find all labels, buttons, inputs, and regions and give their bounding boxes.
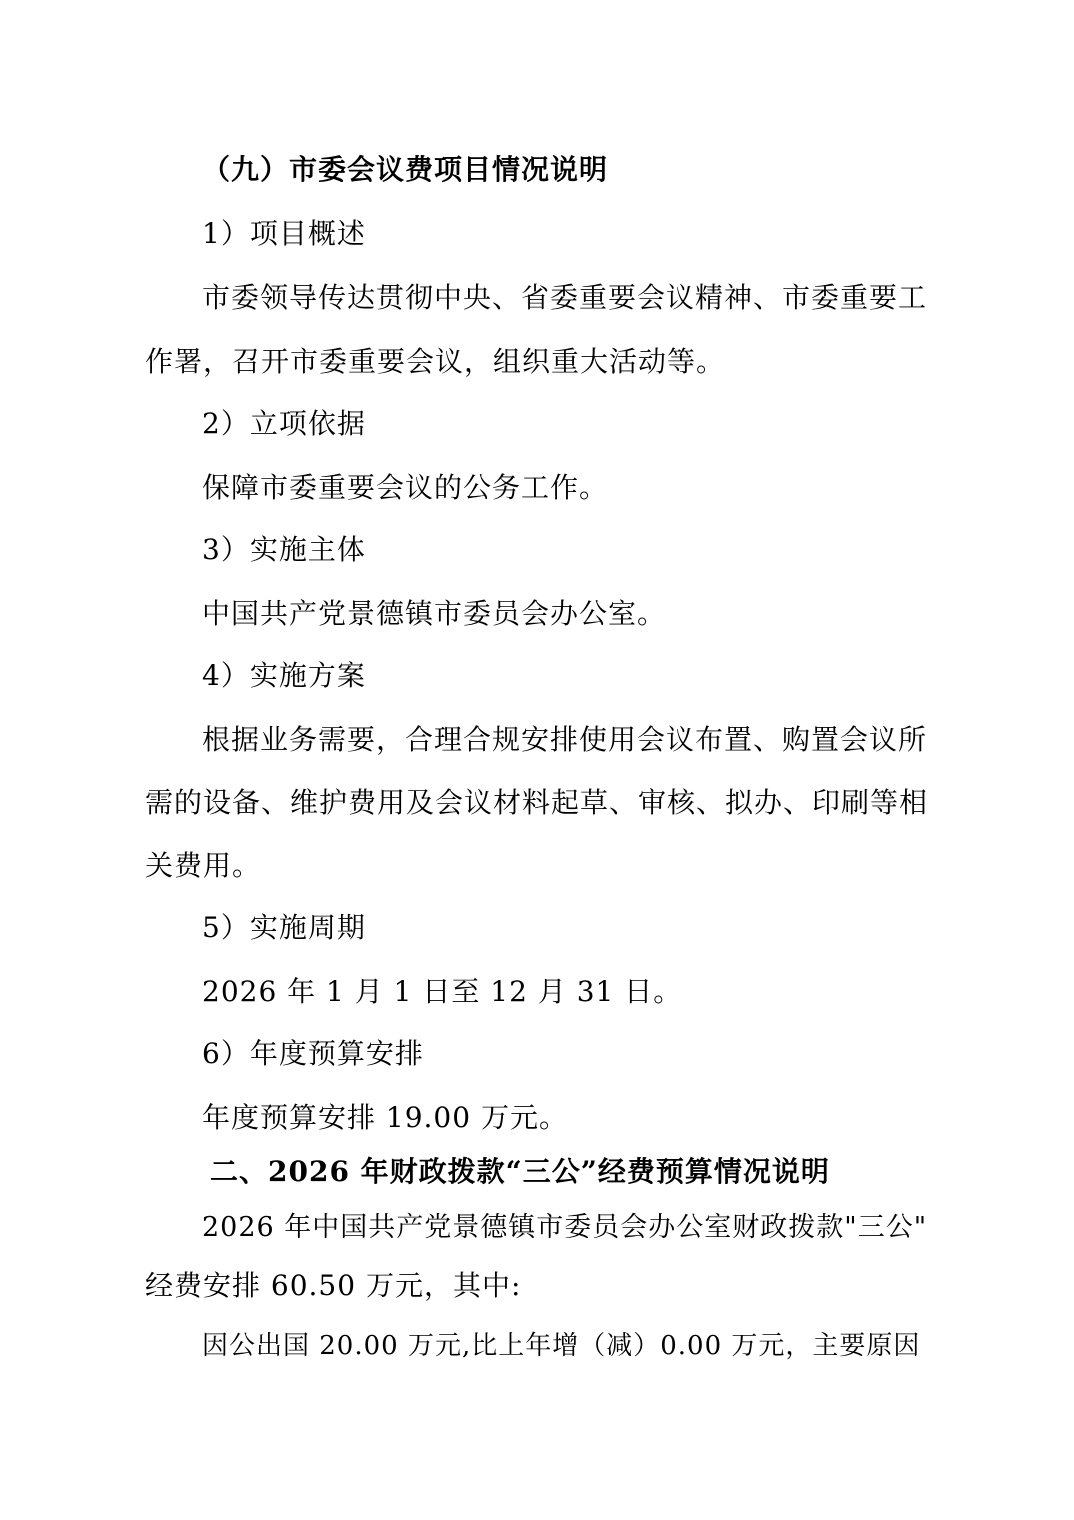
item-label: 2）立项依据 — [202, 407, 366, 440]
section-heading: （九）市委会议费项目情况说明 — [202, 153, 609, 186]
paragraph-line: 根据业务需要，合理合规安排使用会议布置、购置会议所 — [202, 723, 928, 756]
item-label: 4）实施方案 — [202, 659, 366, 692]
paragraph-line: 作署，召开市委重要会议，组织重大活动等。 — [145, 345, 726, 378]
paragraph-line: 2026 年 1 月 1 日至 12 月 31 日。 — [202, 975, 683, 1008]
paragraph-line: 关费用。 — [145, 849, 262, 882]
item-label: 1）项目概述 — [202, 217, 366, 250]
paragraph-line: 经费安排 60.50 万元，其中: — [145, 1269, 522, 1302]
section-heading: 二、2026 年财政拨款“三公”经费预算情况说明 — [210, 1155, 830, 1188]
item-label: 6）年度预算安排 — [202, 1037, 424, 1070]
paragraph-line: 需的设备、维护费用及会议材料起草、审核、拟办、印刷等相 — [145, 786, 929, 819]
item-label: 5）实施周期 — [202, 911, 366, 944]
item-label: 3）实施主体 — [202, 533, 366, 566]
paragraph-line: 市委领导传达贯彻中央、省委重要会议精神、市委重要工 — [202, 281, 928, 314]
paragraph-line: 2026 年中国共产党景德镇市委员会办公室财政拨款"三公" — [202, 1212, 928, 1243]
paragraph-line: 保障市委重要会议的公务工作。 — [202, 471, 609, 504]
paragraph-line: 年度预算安排 19.00 万元。 — [202, 1101, 568, 1134]
paragraph-line: 因公出国 20.00 万元,比上年增（减）0.00 万元，主要原因 — [202, 1331, 921, 1361]
paragraph-line: 中国共产党景德镇市委员会办公室。 — [202, 597, 667, 630]
